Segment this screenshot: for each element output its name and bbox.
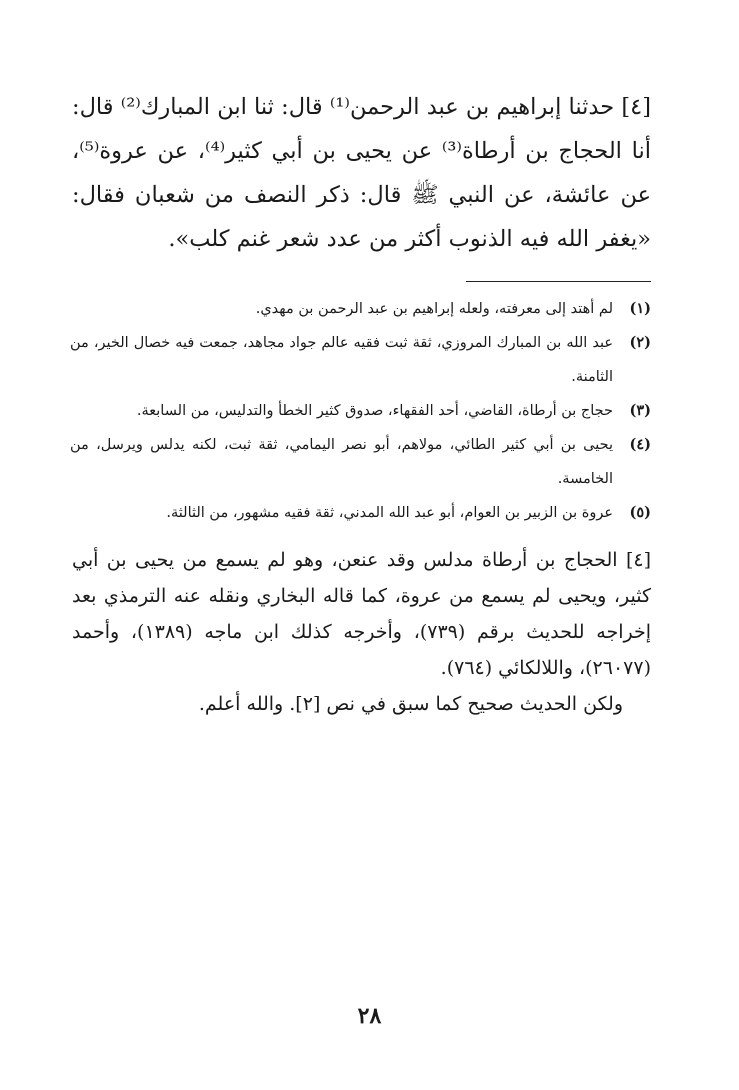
footnote-text: يحيى بن أبي كثير الطائي، مولاهم، أبو نصر اليمامي، ثقة ثبت، لكنه يدلس ويرسل، من الخامسة. — [70, 437, 613, 487]
footnote-number: (٢) — [629, 334, 651, 351]
footnote-text: عبد الله بن المبارك المروزي، ثقة ثبت فقيه عالم جواد مجاهد، جمعت فيه خصال الخير، من الثامنة. — [70, 335, 613, 385]
commentary-block — [72, 542, 651, 722]
commentary-conclusion: ولكن الحديث صحيح كما سبق في نص [٢]. والله أعلم. — [198, 693, 623, 715]
footnote-item — [70, 394, 651, 428]
footnote-item — [70, 428, 651, 496]
footnote-item — [70, 326, 651, 394]
footnote-number: (٤) — [629, 436, 651, 453]
footnote-item — [70, 496, 651, 530]
footnotes-list — [70, 292, 651, 530]
footnote-separator — [466, 281, 651, 282]
page-number: ٢٨ — [357, 1003, 382, 1029]
footnote-number: (٣) — [629, 402, 651, 419]
footnote-text: حجاج بن أرطاة، القاضي، أحد الفقهاء، صدوق كثير الخطأ والتدليس، من السابعة. — [136, 403, 613, 419]
hadith-text: [٤] حدثنا إبراهيم بن عبد الرحمن⁽¹⁾ قال: ثنا ابن المبارك⁽²⁾ قال: أنا الحجاج بن أرطاة⁽³⁾ عن يحيى بن أبي كثير⁽⁴⁾، عن عروة⁽⁵⁾، عن عائشة، عن النبي ﷺ قال: ذكر النصف من شعبان فقال: «يغفر الله فيه الذنوب أكثر من عدد شعر غنم كلب». — [72, 94, 651, 252]
footnote-number: (١) — [629, 300, 651, 317]
footnote-text: لم أهتد إلى معرفته، ولعله إبراهيم بن عبد الرحمن بن مهدي. — [255, 301, 613, 317]
footnote-number: (٥) — [629, 504, 651, 521]
hadith-block — [72, 85, 651, 261]
footnote-text: عروة بن الزبير بن العوام، أبو عبد الله المدني، ثقة فقيه مشهور، من الثالثة. — [166, 505, 613, 521]
footnote-item — [70, 292, 651, 326]
commentary-paragraph: [٤] الحجاج بن أرطاة مدلس وقد عنعن، وهو لم يسمع من يحيى بن أبي كثير، ويحيى لم يسمع من عروة، كما قاله البخاري ونقله عنه الترمذي بعد إخراجه للحديث برقم (٧٣٩)، وأخرجه كذلك ابن ماجه (١٣٨٩)، وأحمد (٢٦٠٧٧)، واللالكائي (٧٦٤). — [72, 549, 651, 679]
